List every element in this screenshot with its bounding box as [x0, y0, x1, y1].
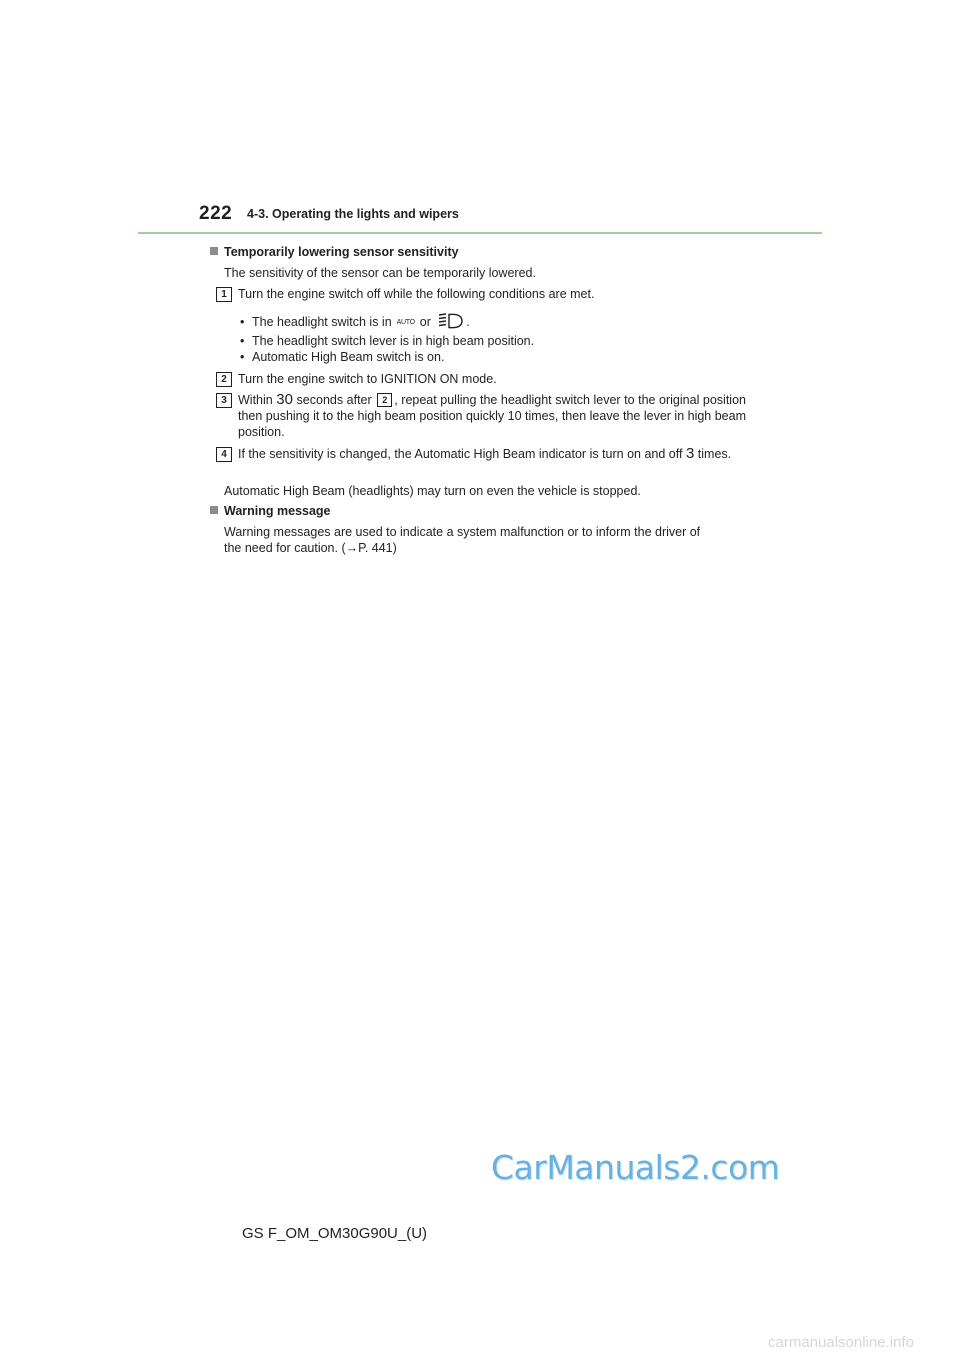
step-ref: 2 — [377, 393, 392, 407]
square-bullet-icon — [210, 247, 218, 255]
warning-text-line2: the need for caution. (→P. 441) — [224, 541, 397, 555]
step-text: Turn the engine switch to IGNITION ON mode. — [238, 372, 497, 386]
step-text: If the sensitivity is changed, the Automatic High Beam indicator is turn on and off 3 times. — [238, 445, 732, 462]
watermark-logo: CarManuals2.com — [491, 1148, 780, 1187]
heading-warning-message: Warning message — [210, 503, 331, 519]
bullet-high-beam-switch: • Automatic High Beam switch is on. — [240, 350, 445, 364]
auto-icon: AUTO — [396, 319, 415, 326]
heading-sensor-sensitivity: Temporarily lowering sensor sensitivity — [210, 244, 459, 260]
intro-text: The sensitivity of the sensor can be temporarily lowered. — [224, 266, 536, 280]
step-number: 3 — [216, 393, 232, 408]
bullet-high-beam-position: • The headlight switch lever is in high beam position. — [240, 334, 535, 348]
step-number: 1 — [216, 287, 232, 302]
page-number: 222 — [199, 203, 233, 224]
note-text: Automatic High Beam (headlights) may turn on even the vehicle is stopped. — [224, 484, 641, 498]
step-text: Within 30 seconds after 2 , repeat pulling the headlight switch lever to the original position then pushing it to the high beam position quickly 10 times, then leave the lever in high beam position. — [238, 391, 746, 439]
step-number: 2 — [216, 372, 232, 387]
bullet-headlight-switch: • The headlight switch is in AUTO or . — [240, 315, 470, 329]
document-code: GS F_OM_OM30G90U_(U) — [242, 1225, 428, 1242]
warning-text-line1: Warning messages are used to indicate a system malfunction or to inform the driver of — [224, 525, 701, 539]
step-number: 4 — [216, 447, 232, 462]
headlight-beam-icon — [438, 313, 464, 329]
section-title: 4-3. Operating the lights and wipers — [247, 207, 459, 221]
site-watermark: carmanualsonline.info — [768, 1334, 914, 1351]
header-rule — [138, 232, 822, 234]
square-bullet-icon — [210, 506, 218, 514]
step-text: Turn the engine switch off while the following conditions are met. — [238, 287, 595, 301]
